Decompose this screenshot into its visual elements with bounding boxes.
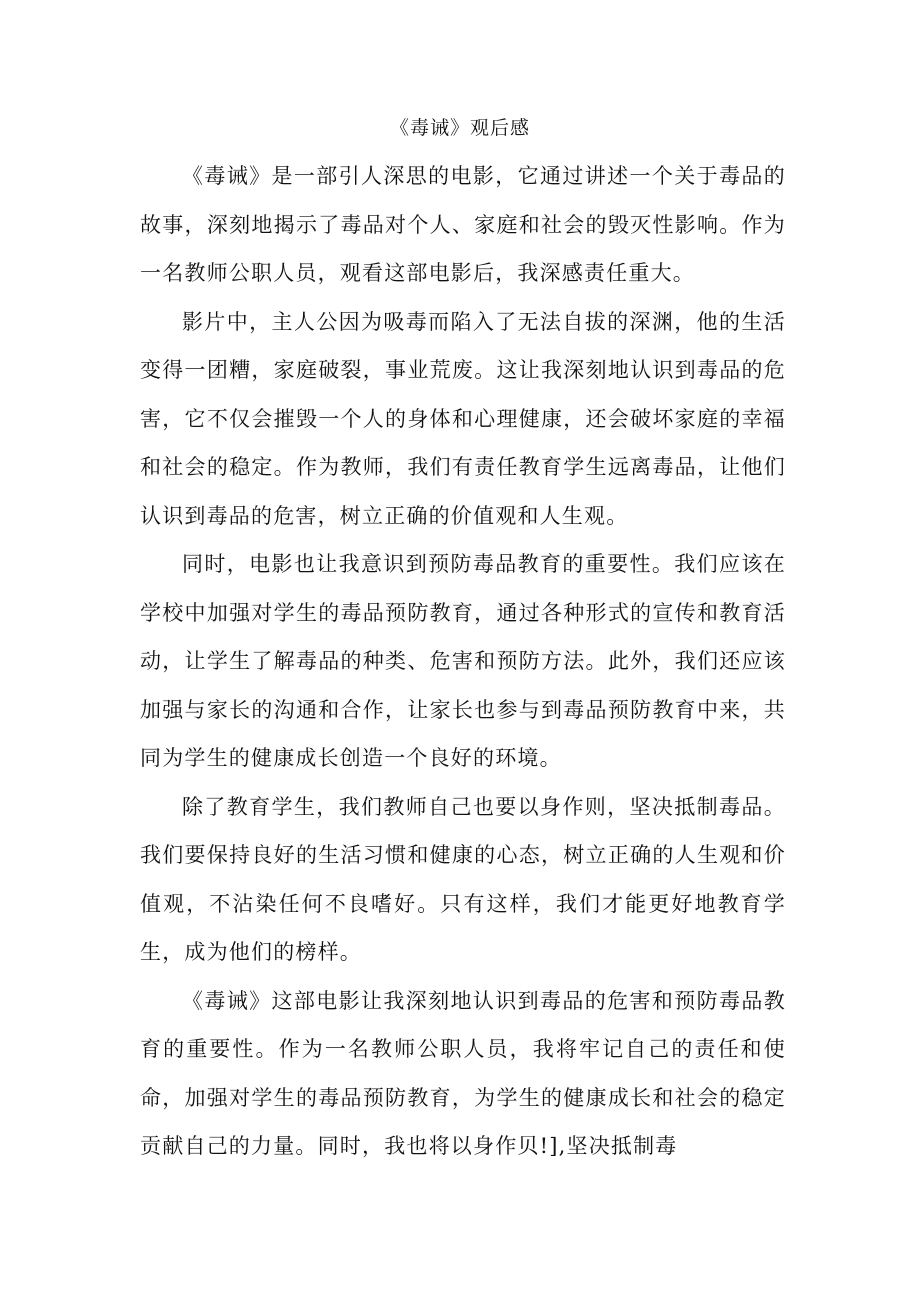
paragraph-2: 影片中，主人公因为吸毒而陷入了无法自拔的深渊，他的生活变得一团糟，家庭破裂，事业荒废。这让我深刻地认识到毒品的危害，它不仅会摧毁一个人的身体和心理健康，还会破坏家庭的幸福和社会的稳定。作为教师，我们有责任教育学生远离毒品，让他们认识到毒品的危害，树立正确的价值观和人生观。 bbox=[140, 309, 786, 528]
paragraph-4: 除了教育学生，我们教师自己也要以身作则，坚决抵制毒品。我们要保持良好的生活习惯和健康的心态，树立正确的人生观和价值观，不沾染任何不良嗜好。只有这样，我们才能更好地教育学生，成为他们的榜样。 bbox=[140, 794, 786, 964]
paragraph-5: 《毒诫》这部电影让我深刻地认识到毒品的危害和预防毒品教育的重要性。作为一名教师公职人员，我将牢记自己的责任和使命，加强对学生的毒品预防教育，为学生的健康成长和社会的稳定贡献自己的力量。同时，我也将以身作贝!],坚决抵制毒 bbox=[140, 988, 786, 1158]
document-body bbox=[140, 152, 786, 1171]
document-title: 《毒诫》观后感 bbox=[389, 117, 530, 139]
paragraph-3: 同时，电影也让我意识到预防毒品教育的重要性。我们应该在学校中加强对学生的毒品预防教育，通过各种形式的宣传和教育活动，让学生了解毒品的种类、危害和预防方法。此外，我们还应该加强与家长的沟通和合作，让家长也参与到毒品预防教育中来，共同为学生的健康成长创造一个良好的环境。 bbox=[140, 552, 786, 770]
paragraph-1: 《毒诫》是一部引人深思的电影，它通过讲述一个关于毒品的故事，深刻地揭示了毒品对个人、家庭和社会的毁灭性影响。作为一名教师公职人员，观看这部电影后，我深感责任重大。 bbox=[140, 164, 786, 285]
